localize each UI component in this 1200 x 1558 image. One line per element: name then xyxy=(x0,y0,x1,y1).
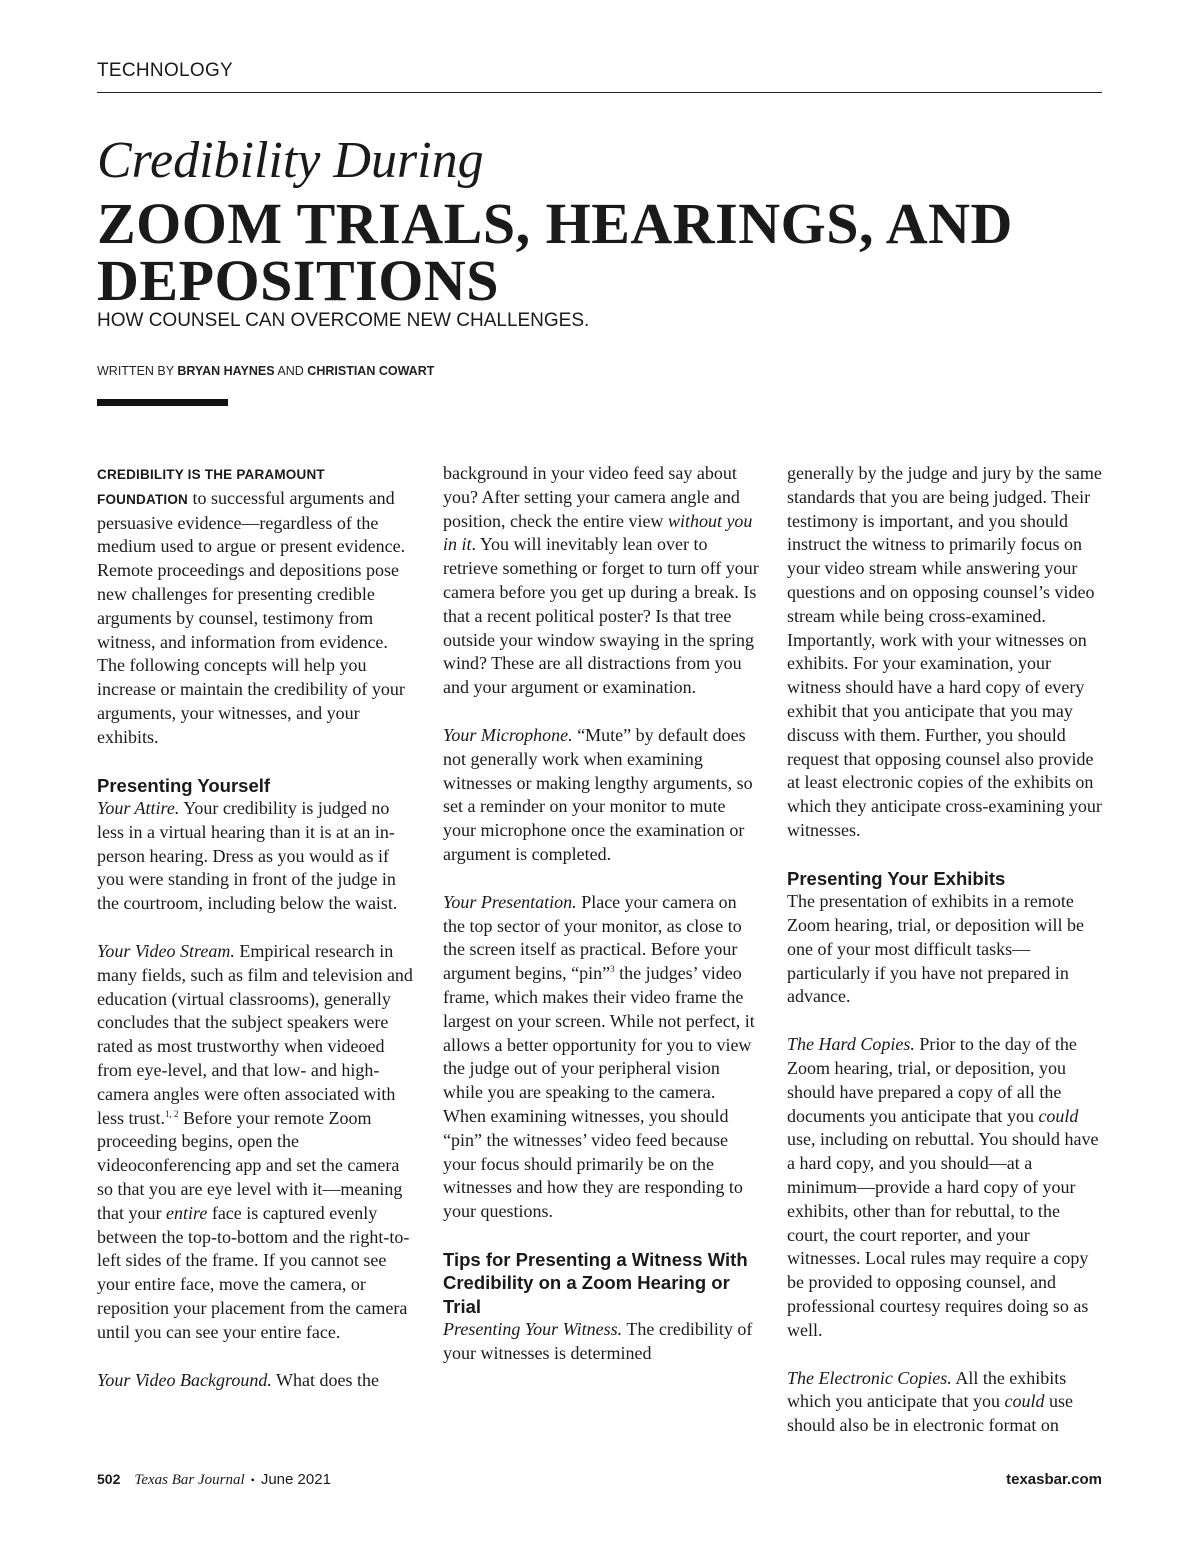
paragraph-attire xyxy=(97,797,415,916)
witness-text: The credibility of your witnesses is determined xyxy=(443,1319,753,1364)
background-text-a: background in your video feed say about you? After setting your camera angle and position, check the entire view xyxy=(443,463,740,531)
lead-in-caps: CREDIBILITY IS THE PARAMOUNT FOUNDATION xyxy=(97,467,325,507)
video-stream-text-a: Empirical research in many fields, such as film and television and education (virtual classrooms), generally concludes that the subject speakers were rated as most trustworthy when videoed from eye-level, and that low- and high-camera angles were often associated with less trust. xyxy=(97,941,413,1128)
run-in-electronic-copies: The Electronic Copies. xyxy=(787,1367,952,1388)
paragraph-microphone xyxy=(443,724,761,867)
paragraph-exhibits: The presentation of exhibits in a remote Zoom hearing, trial, or deposition will be one of your most difficult tasks—particularly if you have not prepared in advance. xyxy=(787,891,1084,1007)
header-rule xyxy=(97,92,1102,93)
byline-divider-bar xyxy=(97,399,228,406)
footnote-ref-1-2: 1, 2 xyxy=(165,1108,179,1119)
emphasis-could-1: could xyxy=(1038,1105,1079,1126)
article-column-1 xyxy=(97,462,415,1416)
run-in-attire: Your Attire. xyxy=(97,798,180,819)
page-number: 502 xyxy=(97,1471,121,1487)
article-subhead: HOW COUNSEL CAN OVERCOME NEW CHALLENGES. xyxy=(97,310,590,331)
intro-text: to successful arguments and persuasive evidence—regardless of the medium used to argue or present evidence. Remote proceedings and depositions pose new challenges for presenting credible arguments by counsel, testimony from witness, and information from evidence. The following concepts will help you increase or maintain the credibility of your arguments, your witnesses, and your exhibits. xyxy=(97,487,406,747)
microphone-text: “Mute” by default does not generally work when examining witnesses or making lengthy arguments, so set a reminder on your monitor to mute your microphone once the examination or argument is completed. xyxy=(443,724,753,864)
paragraph-witness-cont: generally by the judge and jury by the same standards that you are being judged. Their testimony is important, and you should instruct the witness to primarily focus on your video stream while answering your questions and on opposing counsel’s video stream while being cross-examined. Importantly, work with your witnesses on exhibits. For your examination, your witness should have a hard copy of every exhibit that you anticipate that you may discuss with them. Further, you should request that opposing counsel also provide at least electronic copies of the exhibits on which they anticipate cross-examining your witnesses. xyxy=(787,463,1102,840)
run-in-microphone: Your Microphone. xyxy=(443,724,573,745)
heading-tips-witness: Tips for Presenting a Witness With Credibility on a Zoom Hearing or Trial xyxy=(443,1248,748,1317)
byline xyxy=(97,364,434,378)
paragraph-video-stream xyxy=(97,940,415,1345)
paragraph-hard-copies xyxy=(787,1033,1105,1342)
presentation-text-b: the judges’ video frame, which makes their video frame the largest on your screen. While not perfect, it allows a better opportunity for you to view the judge out of your peripheral vision while you are speaking to the camera. When examining witnesses, you should “pin” the witnesses’ video feed because your focus should primarily be on the witnesses and how they are responding to your questions. xyxy=(443,963,755,1222)
article-column-3 xyxy=(787,462,1105,1462)
bullet-separator: • xyxy=(250,1473,255,1487)
footnote-ref-3: 3 xyxy=(610,964,615,975)
run-in-video-stream: Your Video Stream. xyxy=(97,941,235,962)
heading-presenting-yourself: Presenting Yourself xyxy=(97,774,271,796)
publication-name: Texas Bar Journal xyxy=(134,1472,245,1488)
byline-author-1: BRYAN HAYNES xyxy=(177,364,275,378)
hard-copies-text-b: use, including on rebuttal. You should have a hard copy, and you should—at a minimum—provide a hard copy of your exhibits, other than for rebuttal, to the court, the court reporter, and your witnesses. Local rules may require a copy be provided to opposing counsel, and professional courtesy requires doing so as well. xyxy=(787,1129,1099,1340)
attire-text: Your credibility is judged no less in a virtual hearing than it is at an in-person hearing. Dress as you would as if you were standing in front of the judge in the courtroom, including below the waist. xyxy=(97,798,398,914)
website-link[interactable]: texasbar.com xyxy=(1006,1471,1102,1488)
article-kicker: Credibility During xyxy=(97,132,484,189)
paragraph-background-cont xyxy=(443,462,761,700)
electronic-text-b: use should also be in electronic format on xyxy=(787,1391,1073,1436)
electronic-text-a: All the exhibits which you anticipate that you xyxy=(787,1367,1067,1412)
video-stream-text-b: Before your remote Zoom proceeding begins, open the videoconferencing app and set the camera so that you are eye level with it—meaning that your xyxy=(97,1107,403,1223)
byline-joiner: AND xyxy=(277,364,304,378)
footer-left xyxy=(97,1471,331,1489)
run-in-presenting-witness: Presenting Your Witness. xyxy=(443,1319,623,1340)
emphasis-could-2: could xyxy=(1004,1391,1045,1412)
presentation-text-a: Place your camera on the top sector of your monitor, as close to the screen itself as practical. Before your argument begins, “pin” xyxy=(443,891,742,984)
run-in-hard-copies: The Hard Copies. xyxy=(787,1034,915,1055)
byline-prefix: WRITTEN BY xyxy=(97,364,174,378)
article-column-2 xyxy=(443,462,761,1390)
run-in-video-background: Your Video Background. xyxy=(97,1369,272,1390)
article-headline: ZOOM TRIALS, HEARINGS, AND DEPOSITIONS xyxy=(97,191,1013,313)
paragraph-electronic-copies xyxy=(787,1367,1105,1438)
video-stream-text-c: face is captured evenly between the top-to-bottom and the right-to-left sides of the frame. If you cannot see your entire face, move the camera, or reposition your placement from the camera until you can see your entire face. xyxy=(97,1202,410,1342)
issue-date: June 2021 xyxy=(260,1471,331,1488)
emphasis-entire: entire xyxy=(166,1202,208,1223)
paragraph-presenting-witness xyxy=(443,1318,761,1366)
page-footer xyxy=(97,1471,1102,1489)
section-label: TECHNOLOGY xyxy=(97,60,234,81)
video-background-text: What does the xyxy=(271,1369,379,1390)
paragraph-presentation xyxy=(443,891,761,1224)
hard-copies-text-a: Prior to the day of the Zoom hearing, trial, or deposition, you should have prepared a copy of all the documents you anticipate that you xyxy=(787,1034,1077,1126)
heading-presenting-exhibits: Presenting Your Exhibits xyxy=(787,867,1006,889)
byline-author-2: CHRISTIAN COWART xyxy=(307,364,435,378)
background-text-b: . You will inevitably lean over to retrieve something or forget to turn off your camera before you get up during a break. Is that a recent political poster? Is that tree outside your window swaying in the spring wind? These are all distractions from you and your argument or examination. xyxy=(443,534,759,698)
run-in-presentation: Your Presentation. xyxy=(443,891,577,912)
emphasis-without-you: without you in it xyxy=(443,510,753,555)
intro-paragraph xyxy=(97,462,415,750)
paragraph-video-background xyxy=(97,1369,415,1393)
